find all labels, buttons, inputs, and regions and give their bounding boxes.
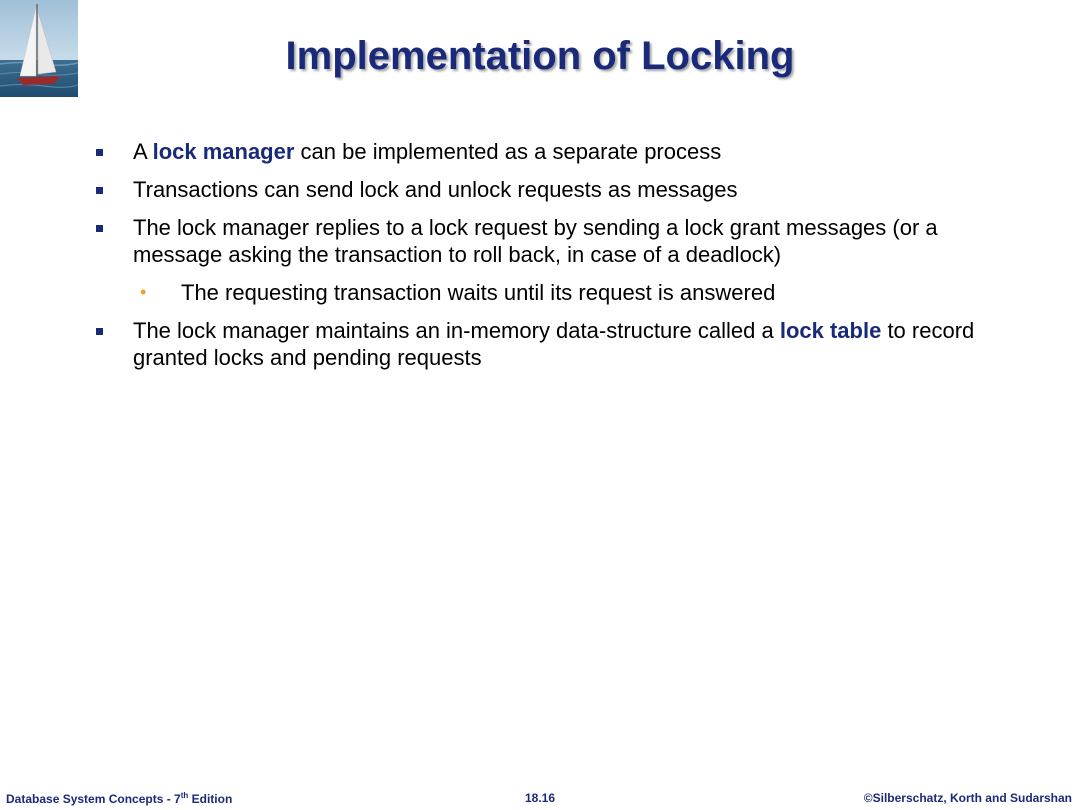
square-bullet-icon [96, 187, 103, 194]
dot-bullet-icon: • [140, 282, 147, 302]
bullet-text: The requesting transaction waits until its request is answered [181, 280, 776, 305]
bullet-text: Transactions can send lock and unlock requests as messages [133, 177, 738, 202]
footer-edition-text: Edition [188, 792, 233, 806]
bullet-item-1 [92, 138, 992, 165]
highlight-term-lock-manager: lock manager [152, 139, 295, 164]
bullet-text: to record granted locks and pending requests [133, 318, 975, 370]
bullet-item-3 [92, 214, 992, 268]
square-bullet-icon [96, 225, 103, 232]
footer-copyright: ©Silberschatz, Korth and Sudarshan [863, 791, 1072, 805]
bullet-text: The lock manager replies to a lock request by sending a lock grant messages (or a message asking the transaction to roll back, in case of a deadlock) [133, 215, 938, 267]
bullet-item-5 [92, 317, 992, 371]
bullet-text: The lock manager maintains an in-memory data-structure called a [133, 318, 780, 343]
slide-title: Implementation of Locking [285, 34, 795, 78]
square-bullet-icon [96, 149, 103, 156]
bullet-item-2 [92, 176, 992, 203]
bullet-text: can be implemented as a separate process [294, 139, 722, 164]
footer-book-title-text: Database System Concepts - 7 [6, 792, 181, 806]
sub-bullet-item [92, 279, 992, 306]
footer-slide-number: 18.16 [524, 791, 556, 805]
bullet-text: A [133, 139, 153, 164]
footer-edition-sup: th [180, 791, 189, 800]
bullet-list [92, 138, 992, 382]
highlight-term-lock-table: lock table [779, 318, 882, 343]
square-bullet-icon [96, 328, 103, 335]
